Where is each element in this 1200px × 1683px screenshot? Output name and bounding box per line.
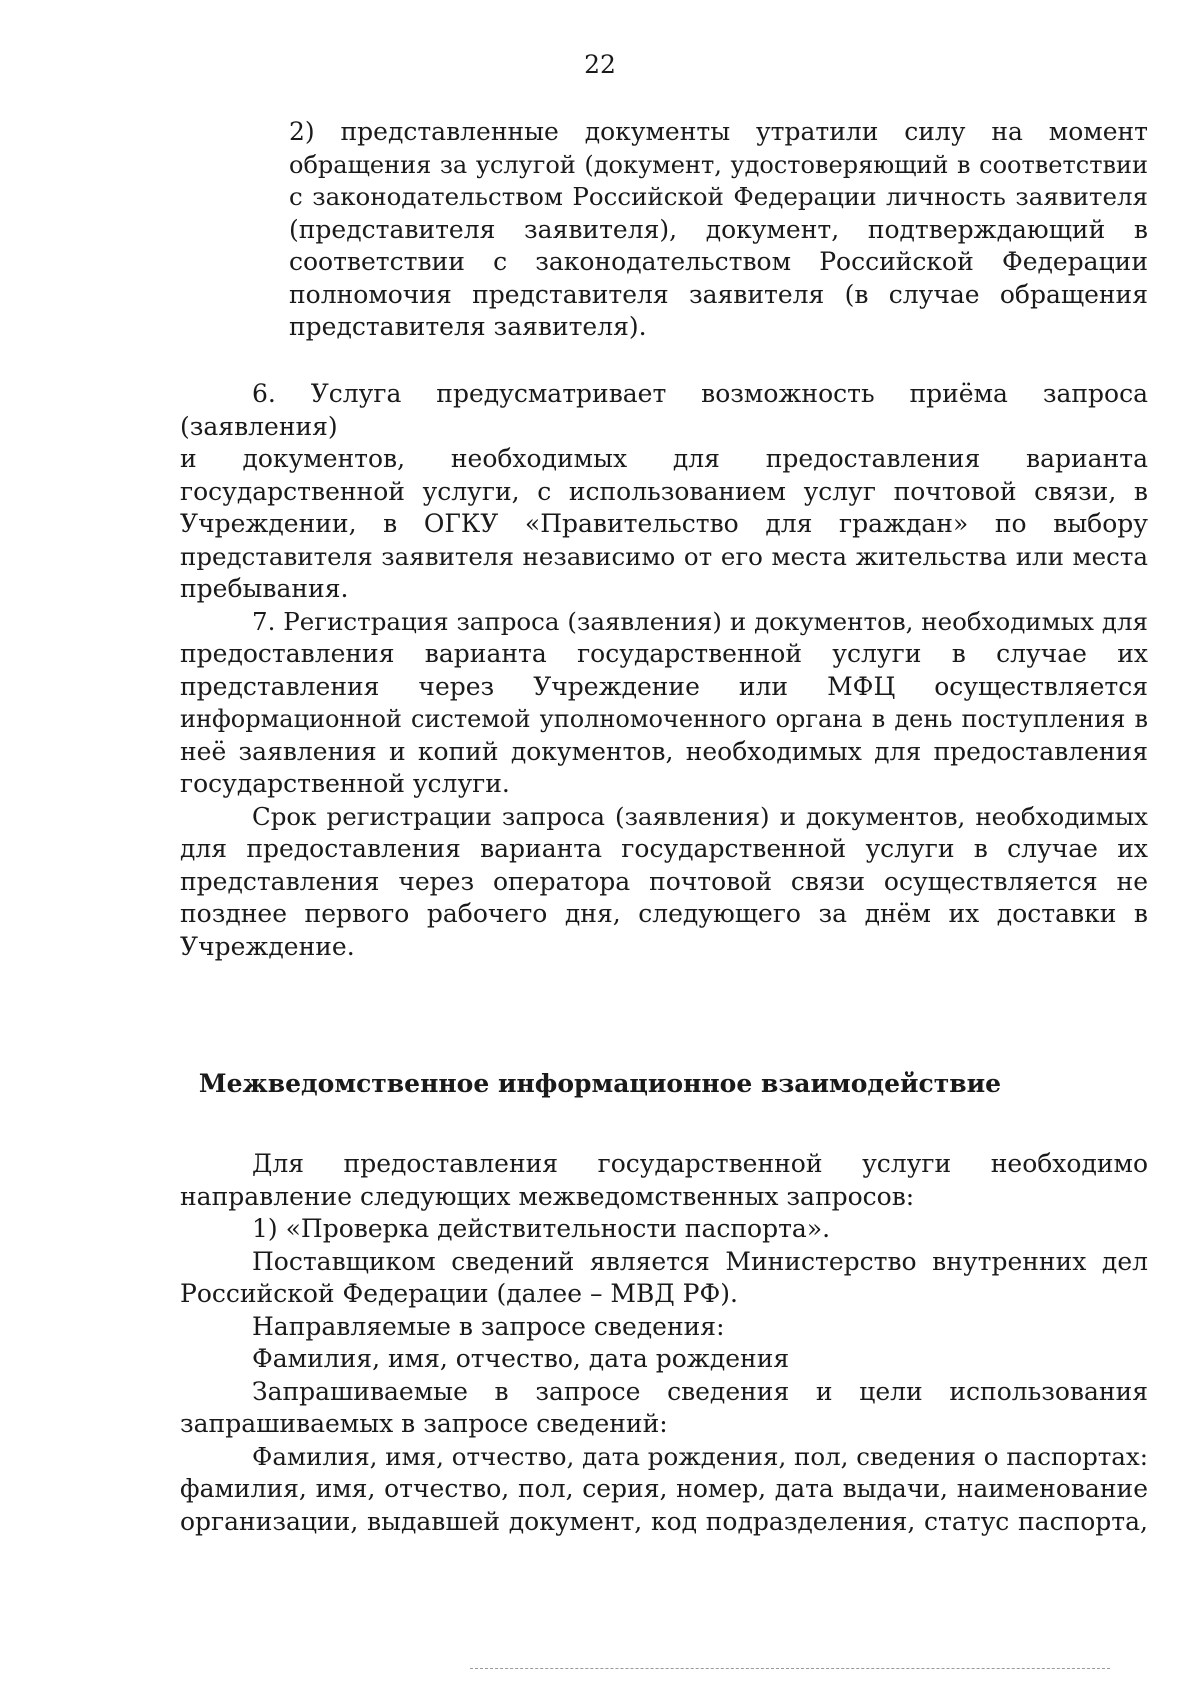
text-line: представления через оператора почтовой связи осуществляется не [180, 866, 1148, 896]
text-line: неё заявления и копий документов, необходимых для предоставления [180, 736, 1148, 766]
section-heading: Межведомственное информационное взаимодействие [198, 1069, 1002, 1098]
text-line: 1) «Проверка действительности паспорта». [252, 1214, 831, 1243]
text-line: Российской Федерации (далее – МВД РФ). [180, 1279, 738, 1308]
text-line: полномочия представителя заявителя (в случае обращения [289, 279, 1148, 309]
text-line: 7. Регистрация запроса (заявления) и документов, необходимых для [252, 606, 1148, 636]
text-line: государственной услуги, с использованием услуг почтовой связи, в [180, 476, 1148, 506]
text-line: Направляемые в запросе сведения: [252, 1311, 725, 1341]
text-line: 6. Услуга предусматривает возможность приёма запроса [252, 379, 1148, 408]
footer-scan-line [470, 1668, 1110, 1669]
text-line: направление следующих межведомственных запросов: [180, 1181, 915, 1211]
text-line: Срок регистрации запроса (заявления) и документов, необходимых [252, 801, 1148, 831]
text-line: государственной услуги. [180, 769, 510, 798]
text-line: представителя заявителя независимо от его места жительства или места [180, 541, 1148, 571]
text-line: Для предоставления государственной услуги необходимо [252, 1149, 1148, 1178]
text-line: организации, выдавшей документ, код подразделения, статус паспорта, [180, 1506, 1148, 1536]
text-line: представителя заявителя). [289, 312, 647, 341]
text-line: запрашиваемых в запросе сведений: [180, 1409, 668, 1438]
text-line: соответствии с законодательством Российской Федерации [289, 247, 1148, 276]
text-line: обращения за услугой (документ, удостоверяющий в соответствии [289, 150, 1148, 179]
interagency-requests-paragraphs [180, 1148, 1148, 1538]
text-line: с законодательством Российской Федерации личность заявителя [289, 182, 1148, 211]
text-line: пребывания. [180, 574, 349, 603]
page-number: 22 [584, 50, 616, 79]
text-line: для предоставления варианта государственной услуги в случае их [180, 834, 1148, 863]
text-line: Запрашиваемые в запросе сведения и цели использования [252, 1376, 1148, 1406]
text-line: предоставления варианта государственной услуги в случае их [180, 639, 1148, 668]
item-2-paragraph [289, 116, 1148, 344]
text-line: Учреждении, в ОГКУ «Правительство для граждан» по выбору [180, 509, 1148, 538]
text-line: Фамилия, имя, отчество, дата рождения [252, 1344, 790, 1373]
text-line: Поставщиком сведений является Министерство внутренних дел [252, 1246, 1148, 1276]
text-line: информационной системой уполномоченного органа в день поступления в [180, 705, 1148, 733]
text-line: (представителя заявителя), документ, подтверждающий в [289, 214, 1148, 244]
text-line: (заявления) [180, 411, 338, 441]
text-line: 2) представленные документы утратили силу на момент [289, 117, 1148, 146]
items-6-7-paragraphs [180, 378, 1148, 963]
text-line: позднее первого рабочего дня, следующего за днём их доставки в [180, 899, 1148, 928]
text-line: и документов, необходимых для предоставления варианта [180, 444, 1148, 473]
text-line: фамилия, имя, отчество, пол, серия, номер, дата выдачи, наименование [180, 1474, 1148, 1503]
text-line: Учреждение. [180, 931, 355, 961]
text-line: Фамилия, имя, отчество, дата рождения, пол, сведения о паспортах: [252, 1441, 1148, 1471]
text-line: представления через Учреждение или МФЦ осуществляется [180, 671, 1148, 701]
